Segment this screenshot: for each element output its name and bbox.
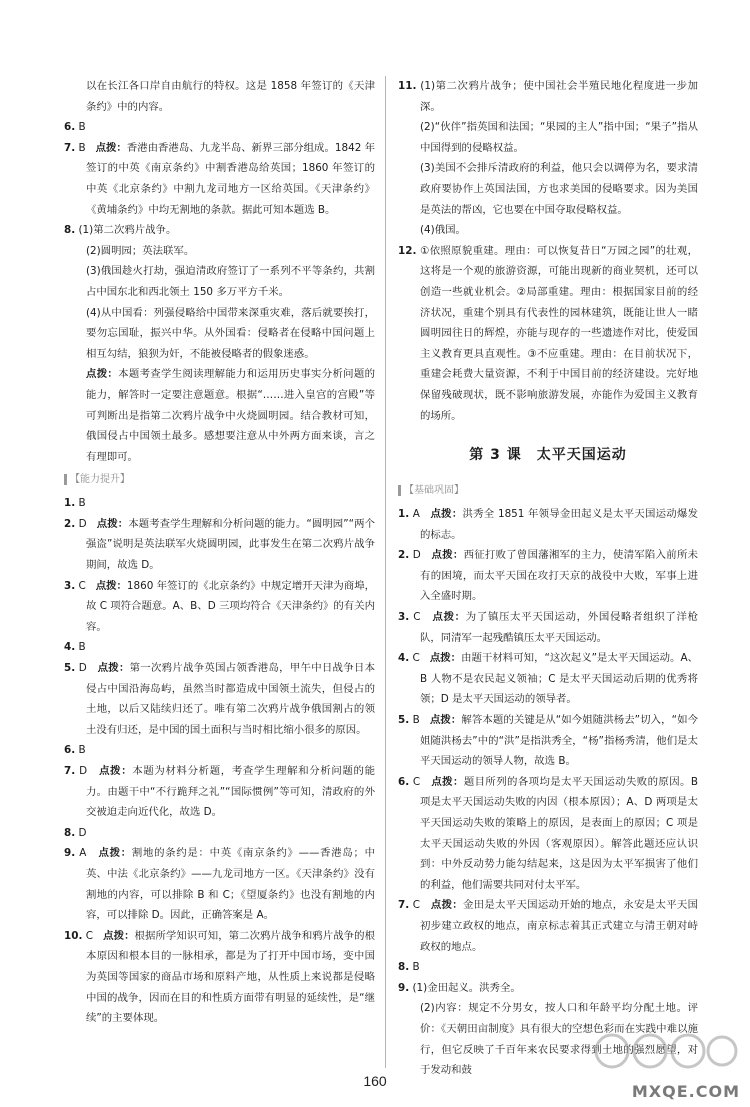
question-number: 6. <box>64 744 76 757</box>
answer-text: B <box>412 961 420 974</box>
answer-item <box>64 303 375 365</box>
answer-item <box>64 637 375 658</box>
answer-item <box>398 648 698 710</box>
answer-item <box>398 545 698 607</box>
hint-label: 点拨： <box>86 368 119 381</box>
page-number: 160 <box>363 1073 387 1089</box>
answer-choice: C <box>412 899 421 912</box>
hint-label: 点拨： <box>431 775 464 788</box>
section-header <box>398 482 698 500</box>
answer-choice: D <box>79 765 88 777</box>
answer-text: 题目所列的各项均是太平天国运动失败的原因。B 项是太平天国运动失败的内因（根本原因）；A、D 两项是太平天国运动失败的策略上的原因，是表面上的原因；C 项是太平天国运动失败的外因（客观原因）。解答此题还应认识到：中外反动势力能勾结起来，这是因为太平军损害了他们的利益，他们需要共同对付太平军。 <box>420 775 698 891</box>
question-number: 2. <box>64 517 76 530</box>
answer-choice: C <box>412 775 421 788</box>
answer-text: B <box>78 641 86 654</box>
question-number: 8. <box>64 224 76 237</box>
answer-item <box>398 772 698 896</box>
question-number: 6. <box>398 775 410 788</box>
answer-item <box>64 364 375 467</box>
answer-item <box>398 220 698 241</box>
answer-choice: D <box>78 517 87 530</box>
answer-text: (4)从中国看：列强侵略给中国带来深重灾难，落后就要挨打，要勿忘国耻，振兴中华。从外国看：侵略者在侵略中国问题上相互勾结，狼狈为奸，不能被侵略者的假象迷惑。 <box>86 306 375 360</box>
answer-item <box>398 607 698 648</box>
question-number: 2. <box>398 549 410 562</box>
question-number: 3. <box>64 579 76 592</box>
answer-text: (2)圆明园；英法联军。 <box>86 244 195 257</box>
question-number: 4. <box>64 641 76 654</box>
answer-choice: D <box>78 662 87 675</box>
answer-text: (4)俄国。 <box>420 224 466 237</box>
question-number: 3. <box>398 611 410 624</box>
answer-text: B <box>78 497 86 510</box>
question-number: 9. <box>64 847 76 860</box>
answer-item <box>64 843 375 925</box>
section-header <box>64 471 375 489</box>
answer-text: B <box>78 121 86 134</box>
hint-label: 点拨： <box>95 141 127 154</box>
column-divider <box>385 76 386 1068</box>
answer-item <box>64 514 375 576</box>
answer-item <box>64 220 375 241</box>
question-number: 8. <box>64 826 76 839</box>
answer-text: (3)美国不会排斥清政府的利益，他只会以调停为名，要求清政府要协作上英国法国，方也求美国的侵略要求。因为美国是英法的帮凶，它也要在中国夺取侵略权益。 <box>420 162 698 216</box>
hint-label: 点拨： <box>430 508 463 521</box>
section-header-label: 【基础巩固】 <box>398 485 464 496</box>
hint-label: 点拨： <box>96 517 129 530</box>
answer-item <box>64 138 375 220</box>
answer-text: 洪秀全 1851 年领导金田起义是太平天国运动爆发的标志。 <box>420 508 698 541</box>
answer-item <box>64 76 375 117</box>
answer-item <box>64 761 375 823</box>
question-number: 12. <box>398 244 417 257</box>
hint-label: 点拨： <box>431 549 464 562</box>
answer-item <box>64 241 375 262</box>
hint-label: 点拨： <box>99 765 133 777</box>
answer-text: D <box>78 826 87 839</box>
answer-text: 西征打败了曾国藩湘军的主力，使清军陷入前所未有的困境，而太平天国在攻打天京的战役中大败，军事上进入全盛时期。 <box>420 549 699 603</box>
answer-item <box>64 926 375 1029</box>
answer-item <box>64 117 375 138</box>
answer-text: (1)第二次鸦片战争。 <box>78 224 177 237</box>
question-number: 9. <box>398 981 410 994</box>
hint-label: 点拨： <box>429 714 462 727</box>
answer-choice: A <box>412 508 420 521</box>
answer-text: (3)俄国趁火打劫，强迫清政府签订了一系列不平等条约，共割占中国东北和西北领土 150 多万平方千米。 <box>86 265 375 298</box>
answer-text: 第一次鸦片战争英国占领香港岛，甲午中日战争日本侵占中国沿海岛屿，虽然当时都造成中国领土流失，但侵占的土地，以后又陆续归还了。唯有第二次鸦片战争俄国割占的领土没有归还，是中国的国土面积与当时相比缩小很多的原因。 <box>86 662 375 736</box>
question-number: 11. <box>398 80 417 92</box>
answer-choice: C <box>412 652 420 665</box>
answer-text: (1)第二次鸦片战争；使中国社会半殖民地化程度进一步加深。 <box>420 80 698 113</box>
answer-item <box>64 493 375 514</box>
watermark-text: MXQE.COM <box>631 1082 740 1101</box>
answer-item <box>398 158 698 220</box>
answer-item <box>64 576 375 638</box>
answer-item <box>64 823 375 844</box>
answer-text: 金田是太平天国运动开始的地点，永安是太平天国初步建立政权的地点，南京标志着其正式建立与清王朝对峙政权的地点。 <box>420 899 698 953</box>
answer-item <box>398 241 698 426</box>
question-number: 6. <box>64 121 76 134</box>
answer-text: B <box>78 744 86 757</box>
answer-item <box>398 710 698 772</box>
question-number: 10. <box>64 929 83 942</box>
section-header-label: 【能力提升】 <box>64 474 130 485</box>
question-number: 5. <box>64 662 76 675</box>
question-number: 5. <box>398 714 410 727</box>
lesson-title: 第 3 课 太平天国运动 <box>469 447 627 464</box>
answer-item <box>398 76 698 117</box>
answer-item <box>398 978 698 999</box>
answer-item <box>398 957 698 978</box>
answer-item <box>398 504 698 545</box>
question-number: 1. <box>64 497 76 510</box>
answer-text: 1860 年签订的《北京条约》中规定增开天津为商埠，故 C 项符合题意。A、B、D 三项均符合《天津条约》的有关内容。 <box>86 579 375 633</box>
answer-text: 本题考查学生阅读理解能力和运用历史事实分析问题的能力，解答时一定要注意题意。根据“……进入皇宫的宫殿”等可判断出是指第二次鸦片战争中火烧圆明园。结合教材可知，俄国侵占中国领土最多。感想要注意从中外两方面来谈，言之有理即可。 <box>86 368 376 463</box>
question-number: 7. <box>398 899 410 912</box>
question-number: 7. <box>64 765 76 777</box>
answer-item <box>64 261 375 302</box>
hint-label: 点拨： <box>95 579 127 592</box>
answer-text: 根据所学知识可知，第二次鸦片战争和鸦片战争的根本原因和根本目的一脉相承，都是为了打开中国市场，变中国为英国等国家的商品市场和原料产地，从性质上来说都是侵略中国的战争，因而在目的和性质方面带有明显的延续性，是“继续”的主要体现。 <box>86 929 375 1025</box>
question-number: 4. <box>398 652 410 665</box>
hint-label: 点拨： <box>429 652 462 665</box>
question-number: 7. <box>64 141 76 154</box>
answer-item <box>64 658 375 740</box>
answer-text: 本题考查学生理解和分析问题的能力。“圆明园”“两个强盗”说明是英法联军火烧圆明园，此事发生在第二次鸦片战争期间，故选 D。 <box>86 517 375 572</box>
hint-label: 点拨： <box>103 929 135 942</box>
hint-label: 点拨： <box>432 611 466 624</box>
answer-text: 割地的条约是：中英《南京条约》——香港岛；中英、中法《北京条约》——九龙司地方一区。《天津条约》没有割地的内容，可以排除 B 和 C；《望厦条约》也没有割地的内容，可以排除 D。因此，正确答案是 A。 <box>86 847 376 922</box>
hint-label: 点拨： <box>97 662 130 675</box>
question-number: 1. <box>398 508 410 521</box>
hint-label: 点拨： <box>98 847 132 860</box>
left-column <box>64 76 375 1029</box>
answer-text: 为了镇压太平天国运动，外国侵略者组织了洋枪队，同清军一起残酷镇压太平天国运动。 <box>420 611 698 644</box>
answer-choice: D <box>412 549 421 562</box>
answer-choice: B <box>78 141 86 154</box>
answer-choice: C <box>413 611 421 624</box>
answer-text: (1)金田起义。洪秀全。 <box>412 981 521 994</box>
question-number: 8. <box>398 961 410 974</box>
right-column <box>398 76 698 1081</box>
answer-text: (2)“伙伴”指英国和法国；“果园的主人”指中国；“果子”指从中国得到的侵略权益。 <box>420 121 698 154</box>
answer-text: 以在长江各口岸自由航行的特权。这是 1858 年签订的《天津条约》中的内容。 <box>86 80 375 113</box>
answer-text: 香港由香港岛、九龙半岛、新界三部分组成。1842 年签订的中英《南京条约》中割香港岛给英国；1860 年签订的中英《北京条约》中割九龙司地方一区给英国。《天津条约》《黄埔条约》中均无割地的条款。据此可知本题选 B。 <box>86 141 376 216</box>
answer-text: ①依照原貌重建。理由：可以恢复昔日“万园之园”的壮观，这将是一个观的旅游资源，可能出现新的商业契机，还可以创造一些就业机会。②局部重建。理由：根据国家目前的经济状况，重建个别具有代表性的园林建筑，既能让世人一睹圆明园往日的辉煌，亦能与现存的一些遗迹作对比，使爱国主义教育更具直观性。③不应重建。理由：在目前状况下，重建会耗费大量资源，不利于中国目前的经济建设。完好地保留残破现状，既不影响旅游发展，亦能作为爱国主义教育的场所。 <box>420 244 698 422</box>
answer-text: 本题为材料分析题，考查学生理解和分析问题的能力。由题干中“不行跪拜之礼”“国际惯例”等可知，清政府的外交被迫走向近代化，故选 D。 <box>86 765 376 819</box>
answer-choice: C <box>78 579 86 592</box>
answer-text: 由题干材料可知，“这次起义”是太平天国运动。A、B 人物不是农民起义领袖；C 是太平天国运动后期的优秀将领；D 是太平天国运动的领导者。 <box>420 652 698 706</box>
answer-choice: C <box>85 929 94 942</box>
answer-choice: B <box>412 714 420 727</box>
answer-item <box>398 895 698 957</box>
answer-item <box>64 740 375 761</box>
hint-label: 点拨： <box>430 899 463 912</box>
answer-text: (2)内容：规定不分男女，按人口和年龄平均分配土地。评价：《天朝田亩制度》具有很大的空想色彩而在实践中难以施行，但它反映了千百年来农民要求得到土地的强烈愿望，对于发动和鼓 <box>420 1002 698 1077</box>
answer-choice: A <box>79 847 87 860</box>
answer-item <box>398 117 698 158</box>
answer-text: 解答本题的关键是从“如今姐随洪杨去”切入，“如今姐随洪杨去”中的“洪”是指洪秀全，“杨”指杨秀清，他们是太平天国运动的领导人物，故选 B。 <box>420 714 698 768</box>
